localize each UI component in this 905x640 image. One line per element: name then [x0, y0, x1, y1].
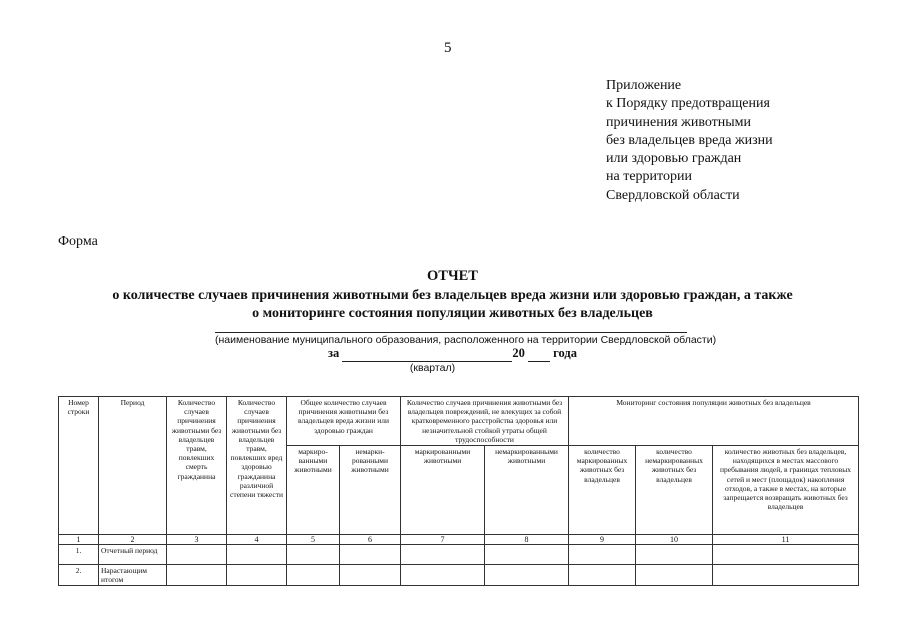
appendix-line: на территории [606, 169, 692, 185]
header-row-number: Номер строки [59, 397, 99, 535]
header-col11: количество животных без владельцев, находящихся в местах массового пребывания людей, в границах тепловых сетей и мест (площадок) накопления отходов, а также в местах, на которые запрещается возвращать животных без владельцев [713, 446, 859, 535]
report-subtitle [40, 287, 865, 322]
header-col6: немарки-рованными животными [340, 446, 401, 535]
quarter-caption: (квартал) [409, 362, 456, 374]
year-prefix: 20 [512, 346, 525, 360]
header-col9: количество маркированных животных без владельцев [569, 446, 636, 535]
header-col5: маркиро-ванными животными [287, 446, 340, 535]
appendix-line: без владельцев вреда жизни [606, 132, 773, 148]
report-table [58, 396, 859, 586]
column-number: 5 [287, 535, 340, 545]
data-cell[interactable] [287, 545, 340, 565]
appendix-line: к Порядку предотвращения [606, 96, 770, 112]
year-blank[interactable] [528, 346, 550, 362]
data-cell[interactable] [636, 565, 713, 586]
header-col8: немаркированными животными [485, 446, 569, 535]
data-cell[interactable] [401, 545, 485, 565]
table-row [59, 565, 859, 586]
appendix-line: Свердловской области [606, 187, 740, 203]
header-period: Период [99, 397, 167, 535]
data-cell[interactable] [569, 545, 636, 565]
data-cell[interactable] [287, 565, 340, 586]
data-cell[interactable] [167, 565, 227, 586]
data-cell[interactable] [227, 545, 287, 565]
column-number: 2 [99, 535, 167, 545]
appendix-line: или здоровью граждан [606, 151, 742, 167]
table-row [59, 545, 859, 565]
period-suffix: года [553, 346, 577, 360]
column-number: 1 [59, 535, 99, 545]
subtitle-line: о количестве случаев причинения животными без владельцев вреда жизни или здоровью граждан, а также [112, 288, 793, 303]
form-label: Форма [58, 234, 98, 249]
data-cell[interactable] [569, 565, 636, 586]
header-col4: Количество случаев причинения животными без владельцев травм, повлекших вред здоровью гражданина различной степени тяжести [227, 397, 287, 535]
column-number: 8 [485, 535, 569, 545]
header-group-general: Общее количество случаев причинения животными без владельцев вреда жизни или здоровью граждан [287, 397, 401, 446]
data-cell[interactable] [227, 565, 287, 586]
data-cell[interactable] [713, 545, 859, 565]
row-label: Отчетный период [99, 545, 167, 565]
data-cell[interactable] [636, 545, 713, 565]
data-cell[interactable] [340, 565, 401, 586]
appendix-line: причинения животными [606, 114, 752, 130]
column-number: 7 [401, 535, 485, 545]
column-number: 10 [636, 535, 713, 545]
row-number: 1. [59, 545, 99, 565]
data-cell[interactable] [167, 545, 227, 565]
column-number: 4 [227, 535, 287, 545]
column-number: 3 [167, 535, 227, 545]
period-line [200, 346, 705, 362]
row-number: 2. [59, 565, 99, 586]
data-cell[interactable] [401, 565, 485, 586]
row-label: Нарастающим итогом [99, 565, 167, 586]
quarter-blank[interactable] [342, 346, 512, 362]
municipality-name-caption: (наименование муниципального образования, расположенного на территории Свердловской области) [215, 334, 717, 346]
page-number: 5 [444, 40, 452, 56]
column-number: 6 [340, 535, 401, 545]
report-title: ОТЧЕТ [427, 268, 478, 284]
header-group-monitoring: Мониторинг состояния популяции животных без владельцев [569, 397, 859, 446]
column-number: 11 [713, 535, 859, 545]
period-prefix: за [328, 346, 340, 360]
data-cell[interactable] [485, 565, 569, 586]
data-cell[interactable] [340, 545, 401, 565]
header-col3: Количество случаев причинения животными без владельцев травм, повлекших смерть гражданина [167, 397, 227, 535]
column-number: 9 [569, 535, 636, 545]
header-col7: маркированными животными [401, 446, 485, 535]
header-col10: количество немаркированных животных без владельцев [636, 446, 713, 535]
subtitle-line: о мониторинге состояния популяции животных без владельцев [252, 305, 653, 321]
appendix-note [606, 77, 891, 205]
header-group-injuries: Количество случаев причинения животными без владельцев повреждений, не влекущих за собой кратковременного расстройства здоровья или незначительной стойкой утраты общей трудоспособности [401, 397, 569, 446]
municipality-name-line[interactable] [215, 332, 687, 333]
appendix-line: Приложение [606, 78, 682, 93]
data-cell[interactable] [713, 565, 859, 586]
data-cell[interactable] [485, 545, 569, 565]
